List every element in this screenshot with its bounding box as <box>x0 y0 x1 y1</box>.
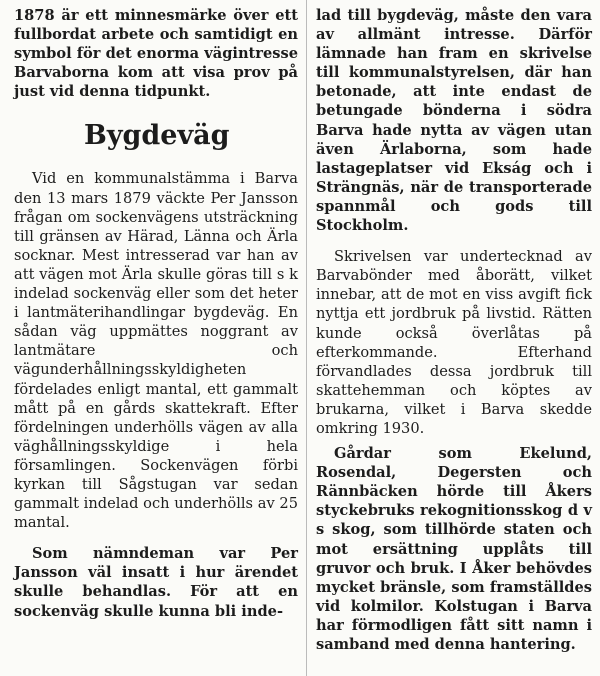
body-paragraph: lad till bygdeväg, måste den vara av allmänt intresse. Därför lämnade han fram en skrivelse till kommunalstyrelsen, där han betonade, att inte endast de betungade bönderna i södra Barva hade nytta av vägen utan även Ärlaborna, som hade lastageplatser vid Ekság och i Strängnäs, när de transporterade spannmål och gods till Stockholm. <box>316 7 592 235</box>
column-divider <box>306 0 307 676</box>
body-paragraph: Skrivelsen var undertecknad av Barvabönder med åborätt, vilket innebar, att de mot en viss avgift fick nyttja ett jordbruk på livstid. Rätten kunde också överlåtas på efterkommande. Efterhand förvandlades dessa jordbruk till skattehemman och köptes av brukarna, vilket i Barva skedde omkring 1930. <box>316 248 592 437</box>
body-paragraph: Vid en kommunalstämma i Barva den 13 mars 1879 väckte Per Jansson frågan om sockenvägens utsträckning till gränsen av Härad, Länna och Ärla socknar. Mest intresserad var han av att vägen mot Ärla skulle göras till s k indelad sockenväg eller som det heter i lantmäterihandlingar bygdeväg. En sådan väg uppmättes noggrant av lantmätare och vägunderhållningsskyldigheten fördelades enligt mantal, ett gammalt mått på en gårds skattekraft. Efter fördelningen underhölls vägen av alla väghållningsskyldige i hela församlingen. Sockenvägen förbi kyrkan till Sågstugan var sedan gammalt indelad och underhölls av 25 mantal. <box>14 170 298 532</box>
intro-paragraph: 1878 är ett minnesmärke över ett fullbordat arbete och samtidigt en symbol för det enorma vägintresse Barvaborna kom att visa prov på just vid denna tidpunkt. <box>14 7 298 101</box>
body-paragraph: Som nämndeman var Per Jansson väl insatt i hur ärendet skulle behandlas. För att en sockenväg skulle kunna bli inde- <box>14 545 298 620</box>
body-paragraph: Gårdar som Ekelund, Rosendal, Degersten och Rännbäcken hörde till Åkers styckebruks rekognitionsskog d v s skog, som tillhörde staten och mot ersättning upplåts till gruvor och bruk. I Åker behövdes mycket bränsle, som framställdes vid kolmilor. Kolstugan i Barva har förmodligen fått sitt namn i samband med denna hantering. <box>316 445 592 653</box>
left-column <box>14 6 298 621</box>
right-column <box>316 6 592 654</box>
section-heading: Bygdeväg <box>84 120 230 152</box>
